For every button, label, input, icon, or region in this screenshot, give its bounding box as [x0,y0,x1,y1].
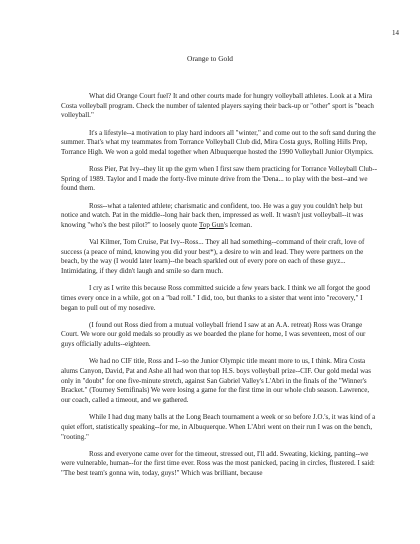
paragraph: (I found out Ross died from a mutual volleyball friend I saw at an A.A. retreat) Ross was Orange Court. We wore our gold medals so proudly as we boarded the plane for home, I was seventeen, most of our guys officially adults--eighteen. [61,320,366,349]
paragraph: Ross Pier, Pat Ivy--they lit up the gym when I first saw them practicing for Torrance Volleyball Club--Spring of 1989. Taylor and I made the forty-five minute drive from the 'Dena... to play with the best--and we found them. [61,165,378,193]
paragraph: I cry as I write this because Ross committed suicide a few years back. I think we all forgot the good times every once in a while, got on a "bad roll." I did, too, but thanks to a sister that went into "recovery," I began to pull out of my nosedive. [61,284,371,312]
chapter-title: Orange to Gold [187,54,233,63]
page-number: 14 [392,29,399,37]
paragraph: While I had dug many balls at the Long Beach tournament a week or so before J.O.'s, it was kind of a quiet effort, statistically speaking--for me, in Albuquerque. When L'Abri went on their run I was on the bench, "rooting." [61,413,376,441]
body-text [61,92,379,486]
paragraph: Ross and everyone came over for the timeout, stressed out, I'll add. Sweating, kicking, panting--we were vulnerable, human--for the first time ever. Ross was the most panicked, pacing in circles, flustered. I said: "The best team's gonna win, today, guys!" Which was brilliant, because [61,449,375,478]
film-title-underlined: Top Gun [199,220,224,229]
paragraph: Val Kilmer, Tom Cruise, Pat Ivy--Ross... They all had something--command of their craft, love of success (a peace of mind, knowing you did your best*), a desire to win and lead. They were partners on the beach, by the way (I would later learn)--the beach sparkled out of every pore on each of these guyz... Intimidating, if they didn't laugh and smile so darn much. [61,238,365,276]
paragraph: What did Orange Court fuel? It and other courts made for hungry volleyball athletes. Look at a Mira Costa volleyball program. Check the number of talented players saying their back-up or "other" sport is "beach volleyball." [61,92,374,120]
paragraph: It's a lifestyle--a motivation to play hard indoors all "winter," and come out to the soft sand during the summer. That's what my teammates from Torrance Volleyball Club did, Mira Costa guys, Rolling Hills Prep, Torrance High. We won a gold medal together when Albuquerque hosted the 1990 Volleyball Junior Olympics. [61,128,376,156]
paragraph: Ross--what a talented athlete; charismatic and confident, too. He was a guy you couldn't help but notice and watch. Pat in the middle--long hair back then, impressed as well. It wasn't just volleyball--it was knowing "who's the best pilot?" to loosely quote Top Gun's Iceman. [61,201,364,229]
paragraph: We had no CIF title, Ross and I--so the Junior Olympic title meant more to us, I think. Mira Costa alums Canyon, David, Pat and Ashe all had won that top H.S. boys volleyball prize--CIF. Our gold medal was only in "doubt" for one five-minute stretch, against San Gabriel Valley's L'Abri in the finals of the "Winner's Bracket." (Tourney Semifinals) We were losing a game for the first time in our whole club season. Lawrence, our coach, called a timeout, and we gathered. [61,357,372,405]
